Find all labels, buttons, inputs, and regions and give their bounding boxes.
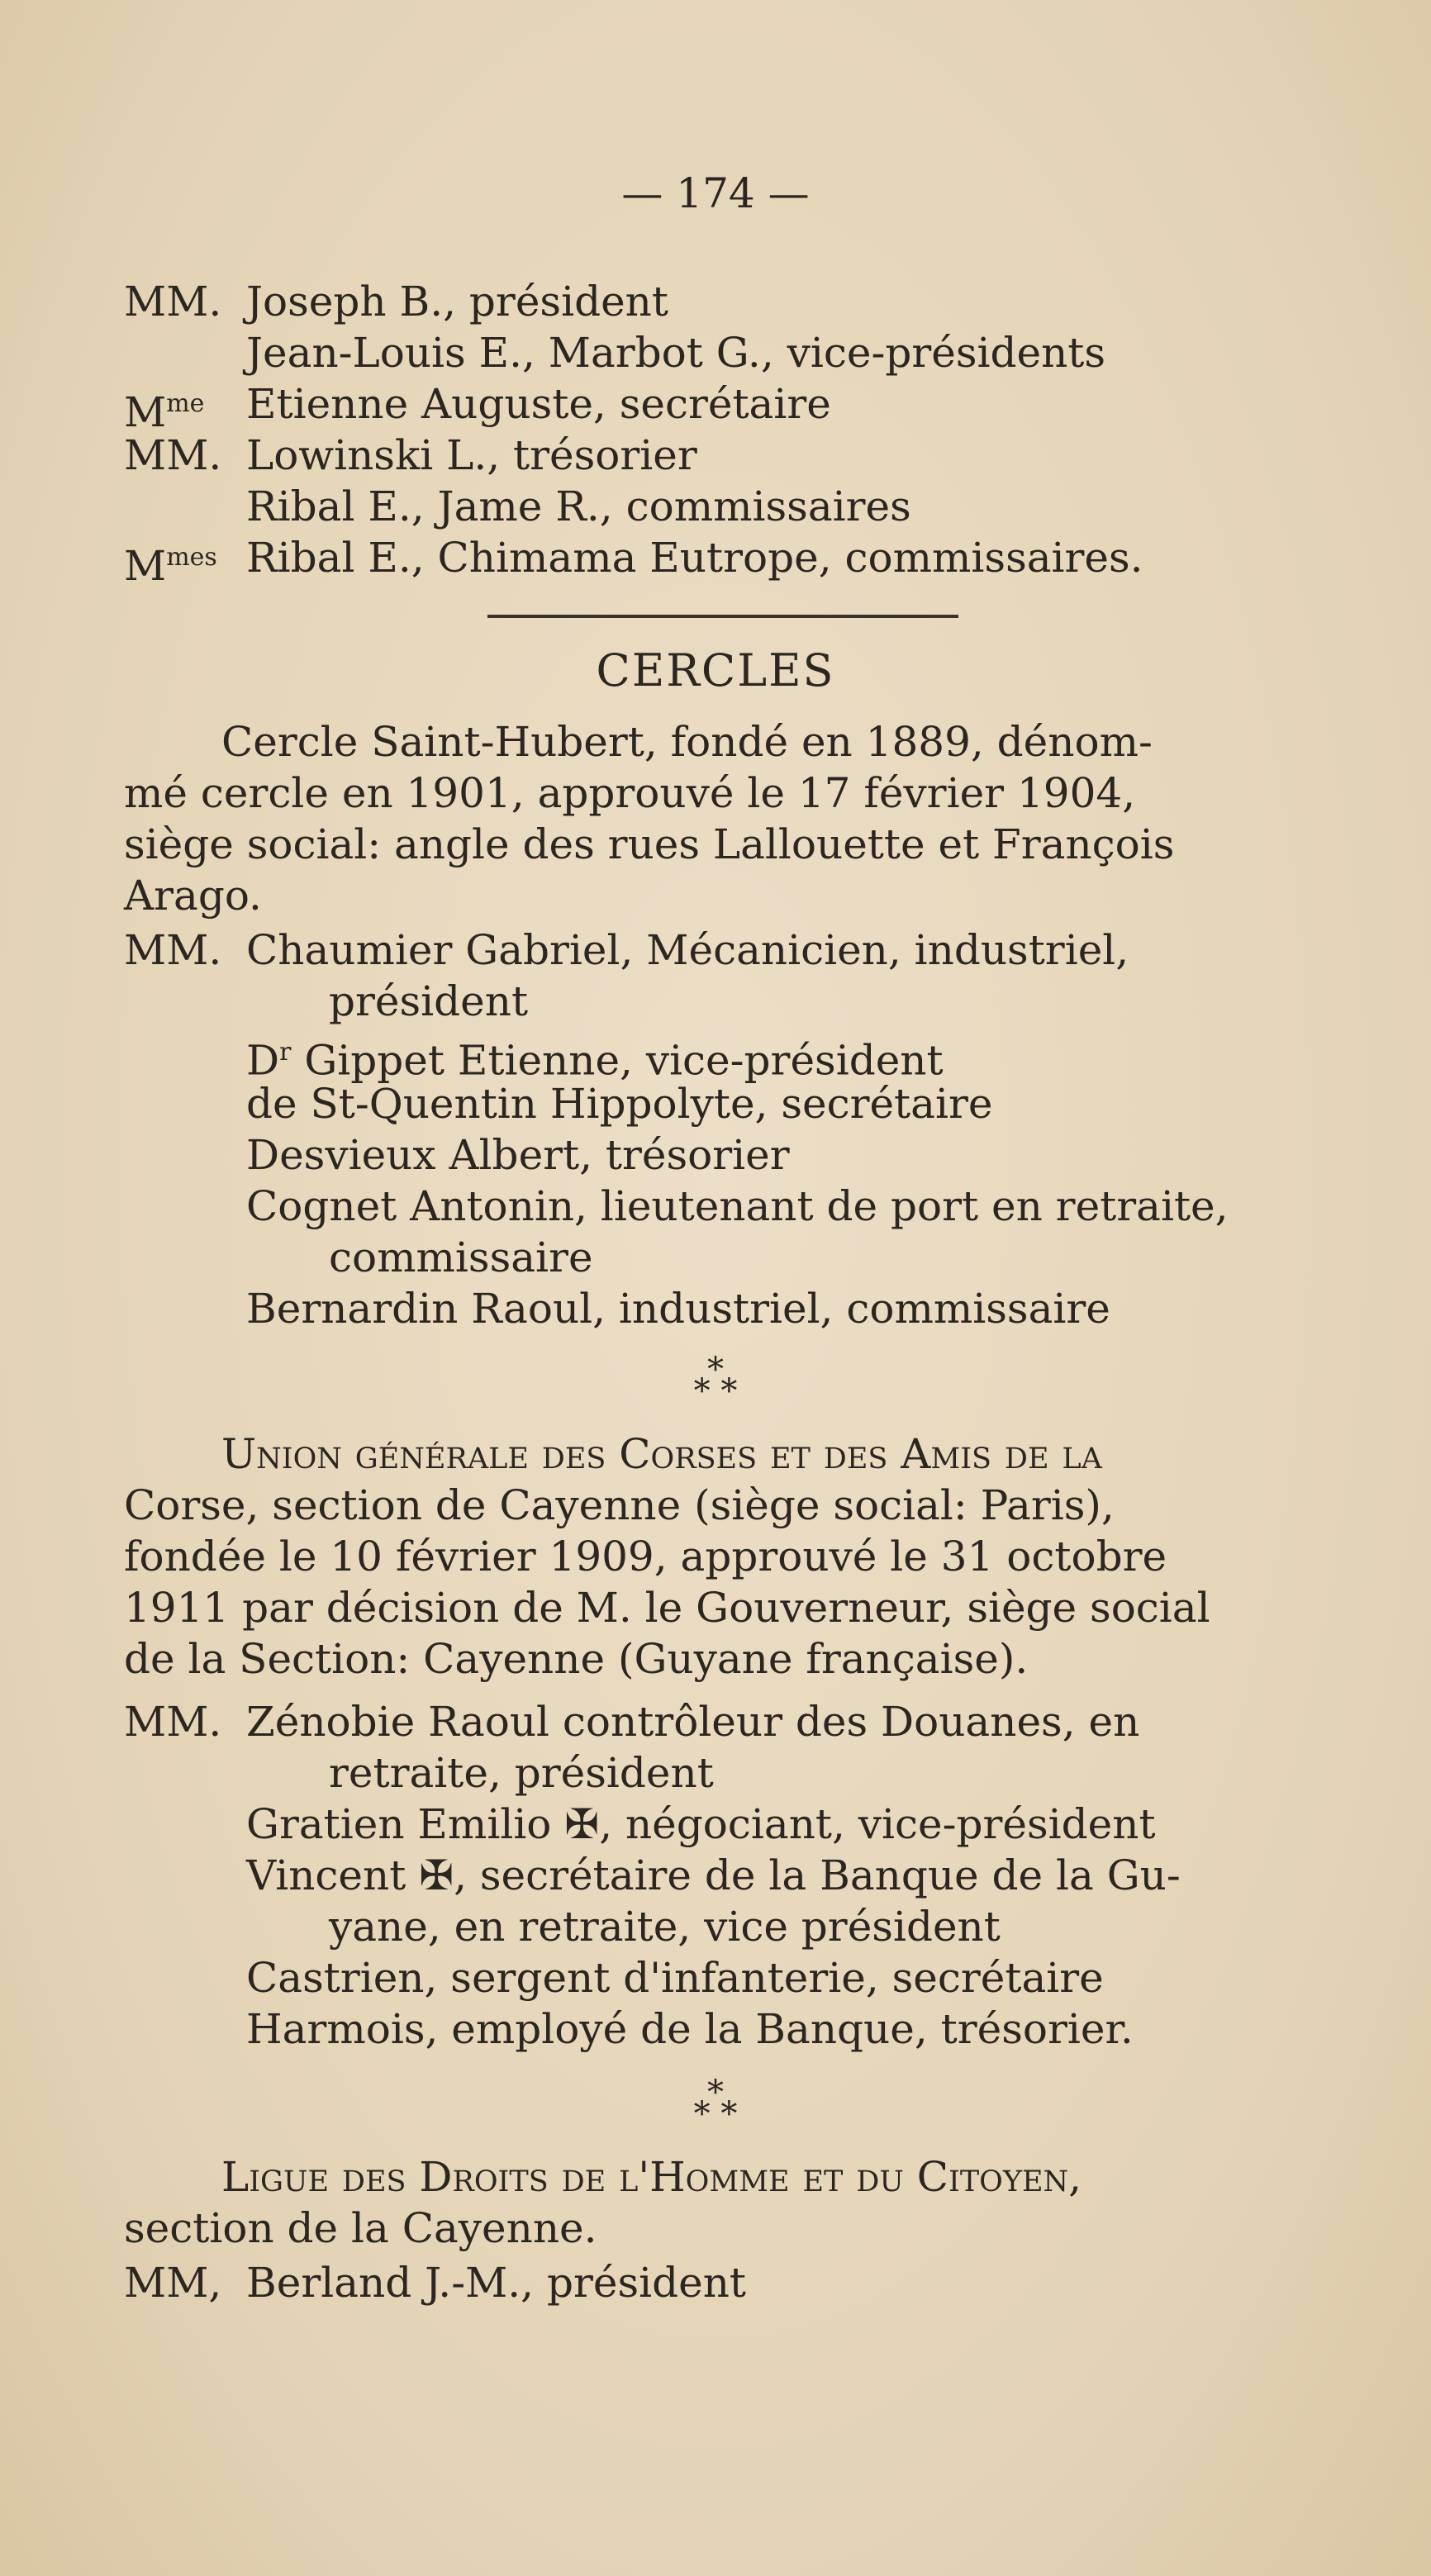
paragraph-line: 1911 par décision de M. le Gouverneur, siège social <box>124 1584 1210 1632</box>
officer-line: Ribal E., Chimama Eutrope, commissaires. <box>246 534 1143 582</box>
officer-line: Ribal E., Jame R., commissaires <box>246 482 911 530</box>
section-heading: CERCLES <box>596 644 835 696</box>
paragraph-line: fondée le 10 février 1909, approuvé le 31 octobre <box>124 1533 1167 1580</box>
officer-line: Lowinski L., trésorier <box>246 431 697 479</box>
paragraph-line: section de la Cayenne. <box>124 2204 597 2252</box>
member-line: Chaumier Gabriel, Mécanicien, industriel, <box>246 926 1129 974</box>
section-divider <box>487 615 958 618</box>
paragraph-line: Ligue des Droits de l'Homme et du Citoyen, <box>221 2153 1082 2201</box>
member-line: président <box>329 977 529 1025</box>
page-number: — 174 — <box>621 169 810 217</box>
member-line: retraite, président <box>329 1749 714 1797</box>
members-label: MM. <box>124 926 222 974</box>
member-line: Desvieux Albert, trésorier <box>246 1131 790 1179</box>
member-line: $D^r$ Gippet Etienne, vice-président <box>246 1036 944 1085</box>
officer-label: MM. <box>124 278 222 326</box>
separator-asterisks: * * * <box>693 2074 738 2133</box>
member-line: Berland J.-M., président <box>246 2259 747 2307</box>
member-line: Zénobie Raoul contrôleur des Douanes, en <box>246 1698 1140 1746</box>
member-line: Castrien, sergent d'infanterie, secrétaire <box>246 1954 1104 2002</box>
member-line: yane, en retraite, vice président <box>329 1903 1001 1951</box>
officer-line: Jean-Louis E., Marbot G., vice-présidents <box>246 329 1106 377</box>
members-label: MM. <box>124 1698 222 1746</box>
paragraph-line: siège social: angle des rues Lallouette et François <box>124 820 1175 868</box>
member-line: Gratien Emilio ✠, négociant, vice-président <box>246 1800 1156 1848</box>
paragraph-line: Arago. <box>124 872 262 920</box>
members-label: MM, <box>124 2259 222 2307</box>
member-line: Cognet Antonin, lieutenant de port en retraite, <box>246 1182 1229 1230</box>
member-line: Bernardin Raoul, industriel, commissaire <box>246 1285 1110 1333</box>
member-line: de St-Quentin Hippolyte, secrétaire <box>246 1080 993 1128</box>
member-line: Harmois, employé de la Banque, trésorier. <box>246 2005 1134 2053</box>
officer-label: $M^{mes}$ <box>124 542 217 590</box>
separator-asterisks: * * * <box>693 1351 738 1410</box>
member-line: Vincent ✠, secrétaire de la Banque de la Gu- <box>246 1851 1181 1899</box>
paragraph-line: Union générale des Corses et des Amis de la <box>221 1430 1102 1478</box>
officer-label: $M^{me}$ <box>124 388 205 436</box>
officer-line: Joseph B., président <box>246 278 668 326</box>
officer-line: Etienne Auguste, secrétaire <box>246 380 831 428</box>
member-line: commissaire <box>329 1233 593 1281</box>
paragraph-line: mé cercle en 1901, approuvé le 17 février 1904, <box>124 769 1136 817</box>
paragraph-line: de la Section: Cayenne (Guyane française). <box>124 1635 1029 1683</box>
officer-label: MM. <box>124 431 222 479</box>
paragraph-line: Corse, section de Cayenne (siège social: Paris), <box>124 1481 1115 1529</box>
paragraph-line: Cercle Saint-Hubert, fondé en 1889, dénom- <box>221 718 1153 766</box>
